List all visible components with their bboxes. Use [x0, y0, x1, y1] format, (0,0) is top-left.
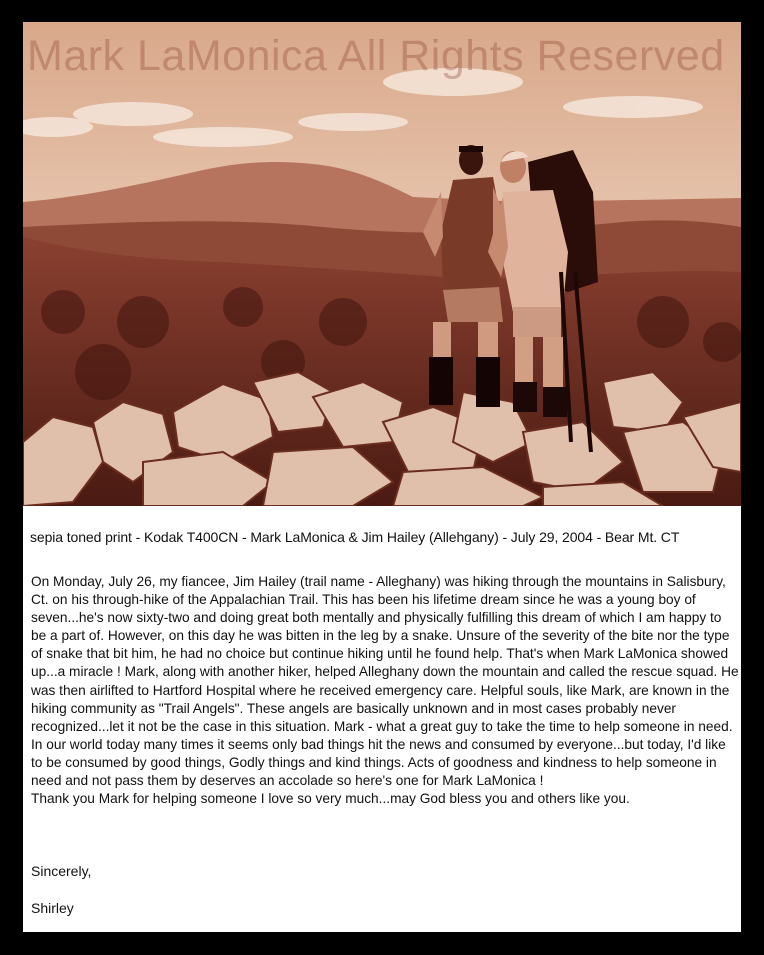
sepia-photo [23, 22, 741, 506]
watermark-text: Mark LaMonica All Rights Reserved [27, 32, 725, 80]
mountain-summit-photo [23, 22, 741, 506]
photo-caption: sepia toned print - Kodak T400CN - Mark LaMonica & Jim Hailey (Allehgany) - July 29, 2004 - Bear Mt. CT [30, 529, 680, 545]
letter-paragraph: On Monday, July 26, my fiancee, Jim Hailey (trail name - Alleghany) was hiking through the mountains in Salisbury, Ct. on his through-hike of the Appalachian Trail. This has been his lifetime dream since he was a young boy of seven...he's now sixty-two and doing great both mentally and physically fulfilling this dream of which I am happy to be a part of. However, on this day he was bitten in the leg by a snake. Unsure of the severity of the bite nor the type of snake that bit him, he had no choice but continue hiking until he found help. That's when Mark LaMonica showed up...a miracle ! Mark, along with another hiker, helped Alleghany down the mountain and called the rescue squad. He was then airlifted to Hartford Hospital where he received emergency care. Helpful souls, like Mark, are known in the hiking community as "Trail Angels". These angels are basically unknown and in most cases probably never recognized...let it not be the case in this situation. Mark - what a great guy to take the time to help someone in need. In our world today many times it seems only bad things hit the news and consumed by everyone...but today, I'd like to be consumed by good things, Godly things and kind things. Acts of goodness and kindness to help someone in need and not pass them by deserves an accolade so here's one for Mark LaMonica ! [31, 574, 739, 789]
letter-signature: Shirley [31, 900, 74, 916]
letter-body [31, 573, 739, 808]
letter-closing: Sincerely, [31, 863, 92, 879]
print-card [23, 22, 741, 932]
letter-thanks: Thank you Mark for helping someone I love so very much...may God bless you and others like you. [31, 791, 630, 807]
